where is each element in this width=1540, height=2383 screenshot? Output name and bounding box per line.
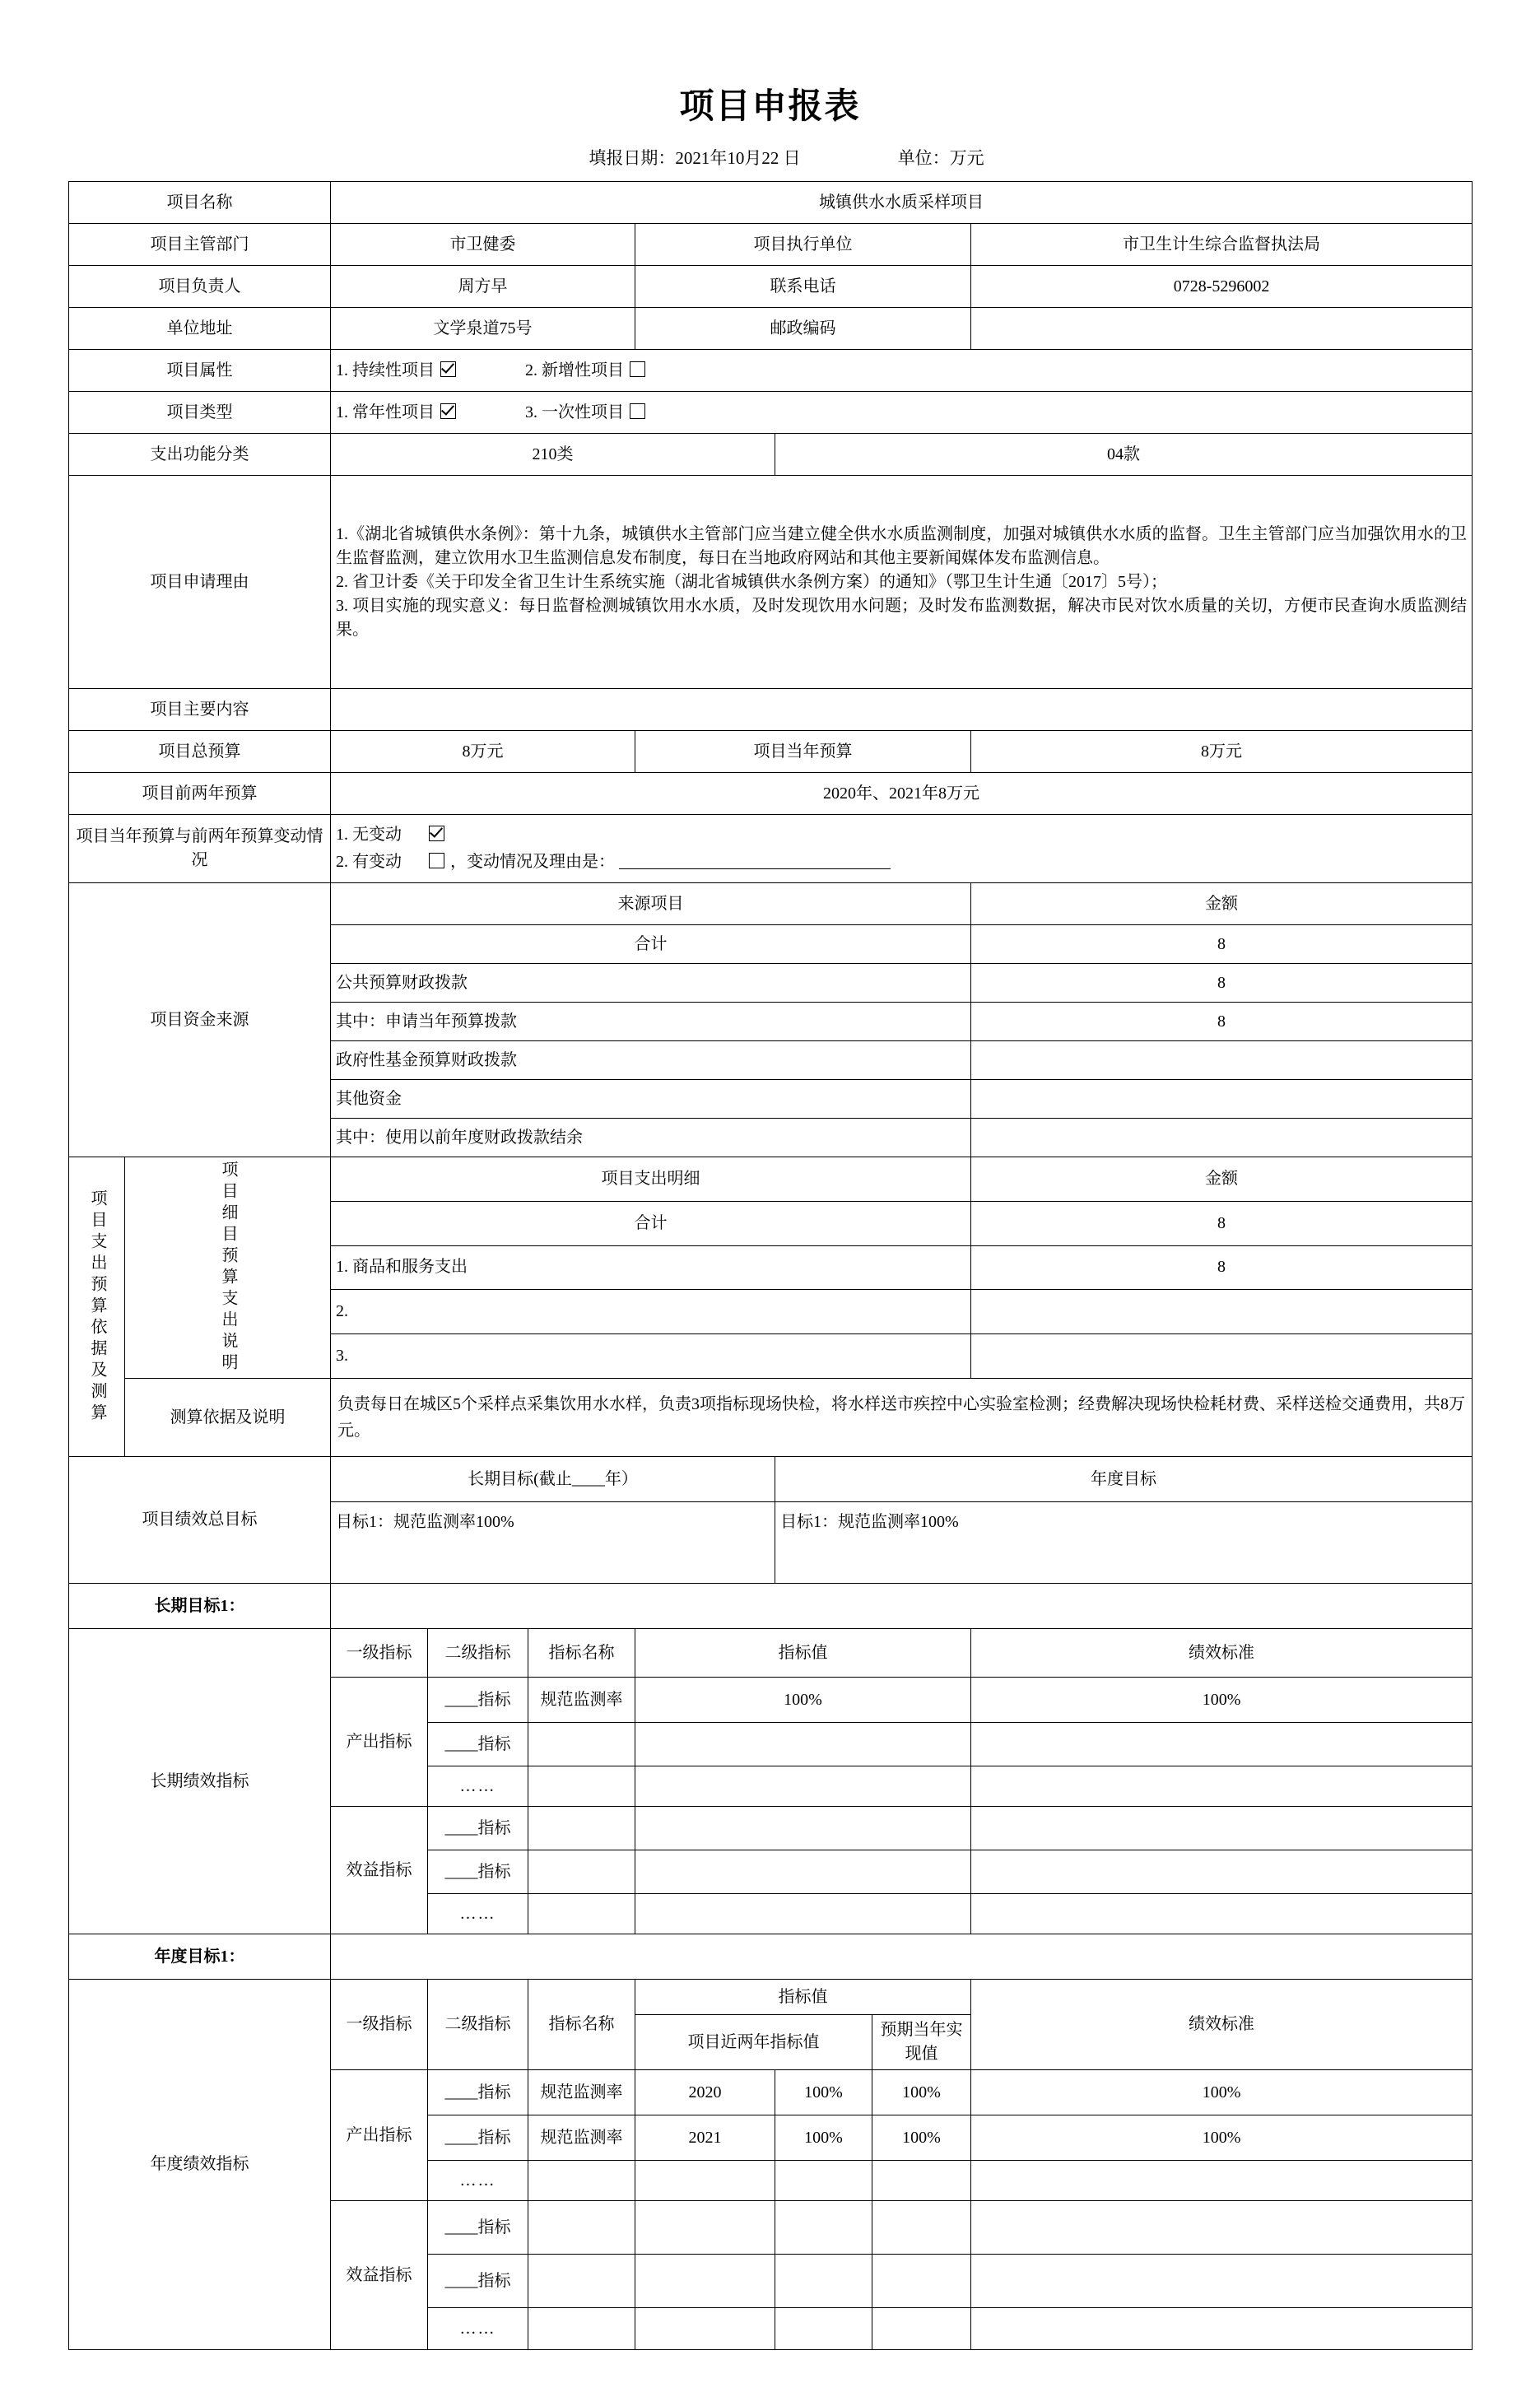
prev-budget-value: 2020年、2021年8万元	[331, 773, 1473, 815]
basis-text: 负责每日在城区5个采样点采集饮用水水样，负责3项指标现场快检，将水样送市疾控中心实验室检测；经费解决现场快检耗材费、采样送检交通费用，共8万元。	[331, 1379, 1473, 1457]
expenditure-detail-name: 1. 商品和服务支出	[331, 1245, 971, 1290]
table-row-department	[69, 224, 1473, 266]
longterm-section-label: 长期目标1：	[69, 1584, 331, 1629]
reason-content	[331, 476, 1473, 689]
annual-row-level2: ……	[428, 2161, 528, 2201]
annual-row-standard	[971, 2308, 1473, 2350]
function-class-lei: 210类	[331, 434, 775, 476]
longterm-row-name	[528, 1766, 635, 1807]
longterm-row-value	[635, 1850, 971, 1894]
expenditure-detail-amount	[971, 1334, 1473, 1379]
reason-paragraph-1: 1.《湖北省城镇供水条例》：第十九条，城镇供水主管部门应当建立健全供水水质监测制度，加强对城镇供水水质的监督。卫生主管部门应当加强饮用水的卫生监督监测，建立饮用水卫生监测信息发布制度，每日在当地政府网站和其他主要新闻媒体发布监测信息。	[336, 524, 1468, 567]
funding-source-name: 公共预算财政拨款	[331, 964, 971, 1003]
table-row-budget	[69, 731, 1473, 773]
longterm-row-standard	[971, 1894, 1473, 1934]
table-row-change	[69, 815, 1473, 883]
attribute-options	[331, 350, 1473, 392]
total-budget-label: 项目总预算	[69, 731, 331, 773]
funding-source-amount: 8	[971, 925, 1473, 964]
annual-row-name	[528, 2161, 635, 2201]
annual-row-year-value: 100%	[775, 2115, 872, 2161]
longterm-row-standard	[971, 1766, 1473, 1807]
page-title: 项目申报表	[679, 88, 861, 126]
expenditure-col-detail: 项目支出明细	[331, 1157, 971, 1202]
annual-row-year: 2021	[635, 2115, 775, 2161]
funding-source-name: 合计	[331, 925, 971, 964]
funding-source-name: 其他资金	[331, 1080, 971, 1119]
change-label	[69, 815, 331, 883]
attribute-option-2-label: 2. 新增性项目	[525, 361, 624, 379]
annual-row-year: 2020	[635, 2070, 775, 2115]
annual-row-year-value	[775, 2308, 872, 2350]
funding-source-amount: 8	[971, 964, 1473, 1003]
longterm-row-standard	[971, 1807, 1473, 1850]
expenditure-vertical-label-inner	[125, 1157, 331, 1379]
annual-row-level2: ____指标	[428, 2115, 528, 2161]
attribute-option-1-checkbox[interactable]	[440, 361, 456, 377]
annual-header-expected: 预期当年实现值	[872, 2015, 971, 2070]
annual-row-name	[528, 2308, 635, 2350]
exec-unit-value: 市卫生计生综合监督执法局	[971, 224, 1473, 266]
longterm-row-name	[528, 1850, 635, 1894]
expenditure-vlabel-inner-text: 项目细目预算支出说明	[219, 1161, 237, 1375]
annual-row-year	[635, 2201, 775, 2255]
overall-goal-annual-value: 目标1：规范监测率100%	[775, 1502, 1473, 1584]
overall-goal-label: 项目绩效总目标	[69, 1457, 331, 1584]
annual-row-expected	[872, 2308, 971, 2350]
annual-row-level2: ____指标	[428, 2201, 528, 2255]
funding-col-source: 来源项目	[331, 883, 971, 925]
annual-row-level2: ____指标	[428, 2070, 528, 2115]
table-row-prev-budget	[69, 773, 1473, 815]
attribute-label: 项目属性	[69, 350, 331, 392]
attribute-option-2-checkbox[interactable]	[630, 361, 645, 377]
table-row-leader	[69, 266, 1473, 308]
leader-label: 项目负责人	[69, 266, 331, 308]
unit-label: 单位：万元	[897, 148, 984, 168]
reason-paragraph-2: 2. 省卫计委《关于印发全省卫生计生系统实施（湖北省城镇供水条例方案）的通知》（鄂卫生计生通〔2017〕5号）；	[336, 572, 1167, 591]
annual-row-year-value	[775, 2201, 872, 2255]
annual-row-expected	[872, 2255, 971, 2308]
longterm-header-standard: 绩效标准	[971, 1629, 1473, 1678]
change-option-2[interactable]	[336, 850, 1467, 874]
function-class-kuan: 04款	[775, 434, 1473, 476]
longterm-row-value: 100%	[635, 1678, 971, 1723]
type-label: 项目类型	[69, 392, 331, 434]
expenditure-col-amount: 金额	[971, 1157, 1473, 1202]
table-row-basis	[69, 1379, 1473, 1457]
longterm-header-level1: 一级指标	[331, 1629, 428, 1678]
funding-label: 项目资金来源	[69, 883, 331, 1157]
longterm-group-level1: 效益指标	[331, 1807, 428, 1934]
table-row-annual-headers-top	[69, 1980, 1473, 2015]
annual-header-name: 指标名称	[528, 1980, 635, 2070]
expenditure-detail-name: 合计	[331, 1201, 971, 1245]
longterm-row-level2: ____指标	[428, 1678, 528, 1723]
reason-label: 项目申请理由	[69, 476, 331, 689]
annual-section-value	[331, 1934, 1473, 1980]
annual-header-value-group: 指标值	[635, 1980, 971, 2015]
expenditure-vlabel-outer-text: 项目支出预算依据及测算	[88, 1189, 106, 1425]
longterm-row-standard: 100%	[971, 1678, 1473, 1723]
annual-row-standard	[971, 2201, 1473, 2255]
longterm-row-level2: ……	[428, 1894, 528, 1934]
type-option-2-label: 3. 一次性项目	[525, 403, 624, 421]
table-row-longterm-section	[69, 1584, 1473, 1629]
table-row-type	[69, 392, 1473, 434]
annual-row-year-value: 100%	[775, 2070, 872, 2115]
type-option-1[interactable]	[336, 401, 525, 425]
annual-header-level1: 一级指标	[331, 1980, 428, 2070]
table-row-annual-section	[69, 1934, 1473, 1980]
longterm-header-value: 指标值	[635, 1629, 971, 1678]
table-row-project-name	[69, 182, 1473, 224]
annual-row-name	[528, 2201, 635, 2255]
annual-header-recent2y: 项目近两年指标值	[635, 2015, 872, 2070]
address-value: 文学泉道75号	[331, 308, 635, 350]
type-options	[331, 392, 1473, 434]
annual-row-year-value	[775, 2255, 872, 2308]
change-label-text: 项目当年预算与前两年预算变动情况	[76, 827, 323, 869]
longterm-row-level2: ____指标	[428, 1850, 528, 1894]
type-option-1-label: 1. 常年性项目	[336, 403, 435, 421]
leader-value: 周方早	[331, 266, 635, 308]
change-reason-label: ，变动情况及理由是：	[450, 853, 615, 871]
annual-row-year-value	[775, 2161, 872, 2201]
annual-group-level1: 产出指标	[331, 2070, 428, 2201]
table-row-attribute	[69, 350, 1473, 392]
expenditure-detail-amount	[971, 1290, 1473, 1334]
funding-source-amount	[971, 1041, 1473, 1080]
longterm-row-name: 规范监测率	[528, 1678, 635, 1723]
longterm-row-name	[528, 1894, 635, 1934]
table-row-longterm-headers	[69, 1629, 1473, 1678]
total-budget-value: 8万元	[331, 731, 635, 773]
longterm-group-level1: 产出指标	[331, 1678, 428, 1807]
funding-source-name: 政府性基金预算财政拨款	[331, 1041, 971, 1080]
basis-label: 测算依据及说明	[125, 1379, 331, 1457]
postcode-value	[971, 308, 1473, 350]
main-content-label: 项目主要内容	[69, 689, 331, 731]
funding-source-amount	[971, 1080, 1473, 1119]
longterm-row-value	[635, 1723, 971, 1766]
table-row-main-content	[69, 689, 1473, 731]
annual-side-label: 年度绩效指标	[69, 1980, 331, 2350]
longterm-row-name	[528, 1723, 635, 1766]
change-option-2-label: 2. 有变动	[336, 853, 402, 871]
annual-row-expected	[872, 2161, 971, 2201]
year-budget-label: 项目当年预算	[635, 731, 971, 773]
document-meta	[68, 145, 1472, 170]
annual-row-year	[635, 2255, 775, 2308]
overall-goal-longterm-header: 长期目标(截止____年）	[331, 1457, 775, 1502]
dept-value: 市卫健委	[331, 224, 635, 266]
attribute-option-2[interactable]	[525, 359, 647, 383]
expenditure-detail-amount: 8	[971, 1201, 1473, 1245]
longterm-row-standard	[971, 1850, 1473, 1894]
address-label: 单位地址	[69, 308, 331, 350]
exec-unit-label: 项目执行单位	[635, 224, 971, 266]
expenditure-detail-name: 2.	[331, 1290, 971, 1334]
funding-source-name: 其中：使用以前年度财政拨款结余	[331, 1119, 971, 1157]
phone-label: 联系电话	[635, 266, 971, 308]
table-row-function-class	[69, 434, 1473, 476]
table-row-funding-header	[69, 883, 1473, 925]
year-budget-value: 8万元	[971, 731, 1473, 773]
annual-row-standard: 100%	[971, 2115, 1473, 2161]
main-content-value	[331, 689, 1473, 731]
longterm-row-value	[635, 1894, 971, 1934]
longterm-row-level2: ____指标	[428, 1723, 528, 1766]
longterm-row-standard	[971, 1723, 1473, 1766]
dept-label: 项目主管部门	[69, 224, 331, 266]
change-option-1-checkbox[interactable]	[429, 826, 444, 841]
funding-source-amount	[971, 1119, 1473, 1157]
change-option-2-checkbox[interactable]	[429, 853, 444, 868]
longterm-row-value	[635, 1766, 971, 1807]
annual-row-expected: 100%	[872, 2070, 971, 2115]
longterm-header-level2: 二级指标	[428, 1629, 528, 1678]
annual-row-name: 规范监测率	[528, 2070, 635, 2115]
table-row-address	[69, 308, 1473, 350]
annual-row-name	[528, 2255, 635, 2308]
overall-goal-longterm-value: 目标1：规范监测率100%	[331, 1502, 775, 1584]
type-option-2[interactable]	[525, 401, 647, 425]
phone-value: 0728-5296002	[971, 266, 1473, 308]
annual-row-name: 规范监测率	[528, 2115, 635, 2161]
annual-row-standard	[971, 2255, 1473, 2308]
annual-row-expected: 100%	[872, 2115, 971, 2161]
annual-row-year	[635, 2308, 775, 2350]
annual-row-level2: ____指标	[428, 2255, 528, 2308]
annual-header-level2: 二级指标	[428, 1980, 528, 2070]
longterm-row-level2: ____指标	[428, 1807, 528, 1850]
longterm-header-name: 指标名称	[528, 1629, 635, 1678]
overall-goal-annual-header: 年度目标	[775, 1457, 1473, 1502]
annual-row-year	[635, 2161, 775, 2201]
change-option-1-label: 1. 无变动	[336, 826, 402, 844]
postcode-label: 邮政编码	[635, 308, 971, 350]
function-class-label: 支出功能分类	[69, 434, 331, 476]
annual-row-level2: ……	[428, 2308, 528, 2350]
type-option-2-checkbox[interactable]	[630, 403, 645, 419]
type-option-1-checkbox[interactable]	[440, 403, 456, 419]
project-name-value: 城镇供水水质采样项目	[331, 182, 1473, 224]
project-application-table	[68, 181, 1473, 2350]
attribute-option-1[interactable]	[336, 359, 525, 383]
table-row-overall-goal-header	[69, 1457, 1473, 1502]
annual-header-standard: 绩效标准	[971, 1980, 1473, 2070]
longterm-row-name	[528, 1807, 635, 1850]
annual-row-expected	[872, 2201, 971, 2255]
change-options	[331, 815, 1473, 883]
table-row-expenditure-header	[69, 1157, 1473, 1202]
table-row-reason	[69, 476, 1473, 689]
annual-row-standard: 100%	[971, 2070, 1473, 2115]
funding-col-amount: 金额	[971, 883, 1473, 925]
annual-row-standard	[971, 2161, 1473, 2201]
longterm-row-value	[635, 1807, 971, 1850]
annual-section-label: 年度目标1：	[69, 1934, 331, 1980]
prev-budget-label: 项目前两年预算	[69, 773, 331, 815]
fill-date-label: 填报日期：2021年10月22 日	[589, 148, 801, 168]
change-reason-input[interactable]	[619, 855, 891, 869]
project-name-label: 项目名称	[69, 182, 331, 224]
funding-source-amount: 8	[971, 1003, 1473, 1041]
longterm-section-value	[331, 1584, 1473, 1629]
expenditure-detail-amount: 8	[971, 1245, 1473, 1290]
longterm-row-level2: ……	[428, 1766, 528, 1807]
change-option-1[interactable]	[336, 823, 1467, 847]
expenditure-detail-name: 3.	[331, 1334, 971, 1379]
reason-paragraph-3: 3. 项目实施的现实意义：每日监督检测城镇饮用水水质，及时发现饮用水问题；及时发布监测数据，解决市民对饮水质量的关切，方便市民查询水质监测结果。	[336, 596, 1468, 639]
annual-group-level1: 效益指标	[331, 2201, 428, 2350]
expenditure-vertical-label-outer	[69, 1157, 125, 1457]
attribute-option-1-label: 1. 持续性项目	[336, 361, 435, 379]
funding-source-name: 其中：申请当年预算拨款	[331, 1003, 971, 1041]
longterm-side-label: 长期绩效指标	[69, 1629, 331, 1934]
